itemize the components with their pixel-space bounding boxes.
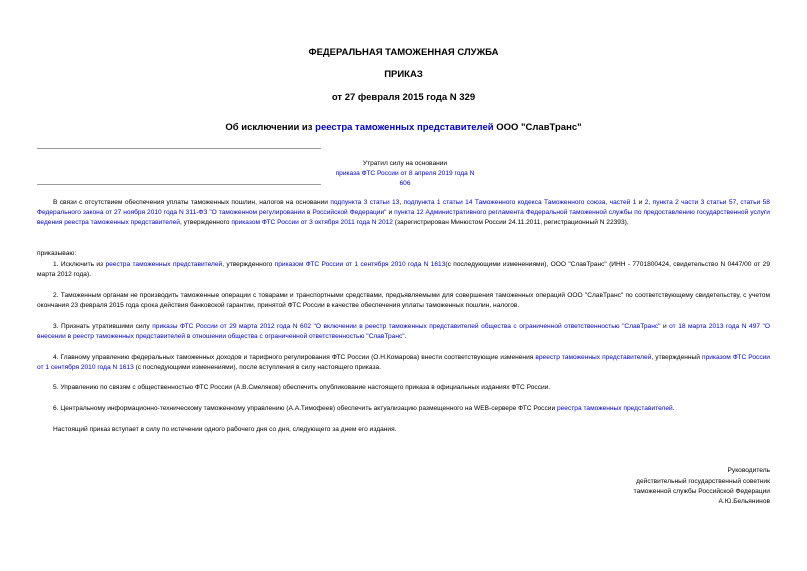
link-art13[interactable]: подпункта 3 статьи 13 [330, 199, 400, 206]
clause-2: 2. Таможенным органам не производить таможенные операции с товарами и транспортными средствами, предъявляемыми для совершения таможенных операций ООО "СлавТранс" по соответствующему свидетельству, с учетом окончания 23 февраля 2015 года срока действия банковской гарантии, принятой ФТС России в качестве обеспечения уплаты таможенных пошлин, налогов. [37, 292, 770, 310]
link-registry[interactable]: реестра таможенных представителей [556, 405, 673, 412]
link-order-1613[interactable]: приказом ФТС России от 1 сентября 2010 года N 1613 [37, 354, 770, 372]
decree-word: приказываю: [37, 250, 77, 257]
signature-name: А.Ю.Бельянинов [718, 498, 770, 505]
lost-force-order-link[interactable]: приказа ФТС России от 8 апреля 2019 года N 606 [335, 170, 475, 187]
clause-text: 6. Центральному информационно-техническому таможенному управлению (А.А.Тимофеев) обеспечить актуализацию размещенного на WEB-сервере ФТС России [53, 405, 557, 412]
signature-service: таможенной службы Российской Федерации [633, 488, 770, 495]
title-text-pre: Об исключении из [225, 122, 316, 133]
divider-top [37, 148, 321, 149]
clause-text: . [672, 405, 675, 412]
link-part2[interactable]: 2 [644, 199, 649, 206]
clause-text: 4. Главному управлению федеральных таможенных доходов и тарифного регулирования ФТС России (О.Н.Комарова) внести соответствующие изменения [53, 354, 536, 361]
clause-text: (с последующими изменениями), после вступления в силу настоящего приказа. [133, 364, 381, 372]
order-date: от 27 февраля 2015 года N 329 [331, 92, 476, 103]
link-art57[interactable]: пункта 2 части 3 статьи 57 [652, 199, 737, 206]
lost-force-order [330, 169, 480, 189]
link-art58-federal-law[interactable]: статьи 58 Федерального закона от 27 ноября 2010 года N 311-ФЗ "О таможенном регулировании в Российской Федерации" [37, 199, 770, 217]
clause-text: и [660, 323, 670, 330]
clause-1 [37, 260, 770, 280]
link-order-2012[interactable]: приказом ФТС России от 3 октября 2011 года N 2012 [231, 219, 393, 227]
clause-text: . [404, 333, 407, 341]
title-text-post: ООО "СлавТранс" [493, 122, 582, 133]
lost-force-note: Утратил силу на основании [362, 160, 448, 167]
order-heading: ПРИКАЗ [384, 69, 423, 80]
clause-text: (с последующими изменениями), ООО "СлавТранс" (ИНН - 7701800424, свидетельство N 0447/00 от 29 марта 2012 года). [37, 261, 771, 279]
link-order-602[interactable]: приказы ФТС России от 29 марта 2012 года N 602 "О включении в реестр таможенных представителей общества с ограниченной ответственностью "СлавТранс" [152, 323, 661, 330]
title-registry-link[interactable]: реестра таможенных представителей [315, 122, 494, 133]
divider-bottom [37, 184, 321, 185]
agency-heading: ФЕДЕРАЛЬНАЯ ТАМОЖЕННАЯ СЛУЖБА [308, 47, 499, 58]
link-registry[interactable]: вреестр таможенных представителей [535, 354, 652, 361]
intro-text: В связи с отсутствием обеспечения уплаты таможенных пошлин, налогов на основании [53, 199, 331, 206]
intro-text: и [386, 209, 395, 217]
clause-3 [37, 322, 770, 342]
signature-position: Руководитель [727, 467, 770, 474]
clause-text: , утвержденного [222, 261, 275, 268]
link-order-497[interactable]: от 18 марта 2013 года N 497 "О внесении в реестр таможенных представителей в отношении общества с ограниченной ответственностью "СлавТранс" [37, 323, 770, 341]
intro-text: , утвержденного [179, 219, 232, 227]
link-order-1613[interactable]: приказом ФТС России от 1 сентября 2010 года N 1613 [274, 261, 446, 268]
intro-text: , [648, 199, 653, 206]
intro-text: , [736, 199, 741, 206]
link-registry[interactable]: реестра таможенных представителей [105, 261, 223, 268]
clause-5: 5. Управлению по связям с общественностью ФТС России (А.В.Смеляков) обеспечить опубликование настоящего приказа в официальных изданиях ФТС России. [53, 384, 551, 391]
link-regulation-p12[interactable]: пункта 12 Административного регламента Федеральной таможенной службы по предоставлению государственной услуги ведения реестра таможенных представителей [37, 209, 770, 227]
clause-text: 3. Признать утратившими силу [53, 323, 153, 330]
signature-rank: действительный государственный советник [636, 478, 770, 485]
intro-text: , [605, 199, 610, 206]
link-part1[interactable]: частей 1 [609, 199, 637, 206]
clause-4 [37, 353, 770, 373]
document-title [0, 122, 807, 133]
intro-text: и [636, 199, 645, 206]
intro-text: (зарегистрирован Минюстом России 24.11.2011, регистрационный N 22393), [392, 219, 629, 227]
effective-clause: Настоящий приказ вступает в силу по истечении одного рабочего дня со дня, следующего за днем его издания. [53, 426, 397, 433]
link-art14-customs-code[interactable]: подпункта 1 статьи 14 Таможенного кодекса Таможенного союза [403, 199, 606, 206]
intro-paragraph [37, 198, 770, 229]
clause-text: , утвержденный [651, 354, 703, 361]
clause-6 [37, 404, 770, 414]
intro-text: , [399, 199, 404, 206]
clause-text: 1. Исключить из [53, 261, 106, 268]
